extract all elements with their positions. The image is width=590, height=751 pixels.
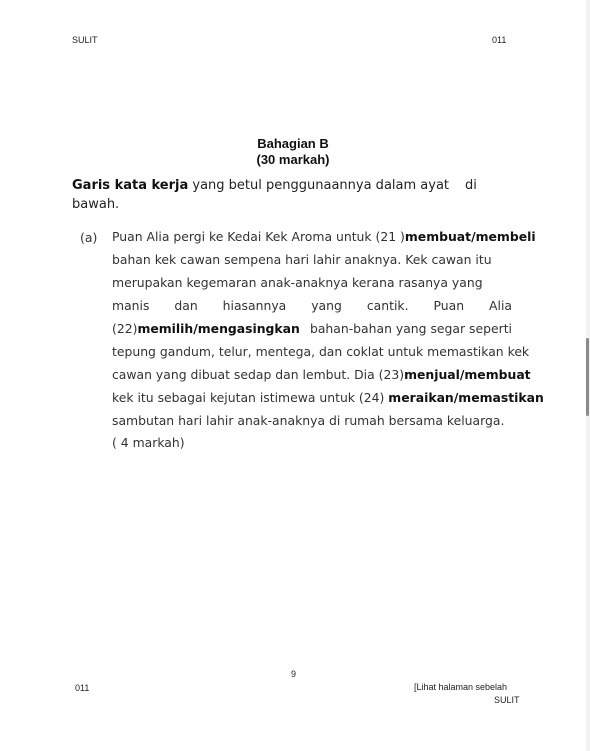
passage-line-6: tepung gandum, telur, mentega, dan coklat untuk memastikan kek [112, 344, 530, 359]
passage-line-4 [112, 297, 512, 315]
blank-24-options: meraikan/memastikan [388, 390, 544, 405]
passage-line-5 [112, 320, 512, 338]
blank-21-options: membuat/membeli [404, 229, 536, 244]
footer-right: SULIT [494, 695, 520, 705]
header-right: 011 [492, 35, 507, 45]
word: yang [311, 298, 342, 313]
blank-23-options: menjual/membuat [404, 367, 531, 382]
word: manis [112, 298, 150, 313]
passage-text: kek itu sebagai kejutan istimewa untuk (24) [112, 390, 389, 405]
page-number: 9 [291, 669, 297, 679]
passage-text: Puan Alia pergi ke Kedai Kek Aroma untuk (21 ) [112, 229, 405, 244]
instruction-bold: Garis kata kerja [72, 178, 189, 193]
instruction-line-2: bawah. [72, 197, 120, 212]
footer-next-page: [Lihat halaman sebelah [414, 682, 508, 692]
passage-text: cawan yang dibuat sedap dan lembut. Dia (23) [112, 367, 405, 382]
passage-line-9: sambutan hari lahir anak-anaknya di rumah bersama keluarga. [112, 413, 505, 428]
passage-text: bahan-bahan yang segar seperti [309, 321, 512, 336]
question-marks: ( 4 markah) [112, 435, 185, 450]
passage-line-2: bahan kek cawan sempena hari lahir anaknya. Kek cawan itu [112, 252, 492, 267]
word: Puan [433, 298, 465, 313]
word: hiasannya [222, 298, 287, 313]
scrollbar-thumb[interactable] [586, 338, 589, 416]
instruction-text-end: di [465, 178, 477, 193]
scrollbar-track[interactable] [586, 0, 590, 751]
passage-line-8 [112, 389, 544, 407]
footer-left: 011 [75, 683, 90, 693]
word: cantik. [366, 298, 409, 313]
word: dan [174, 298, 198, 313]
question-label: (a) [80, 230, 98, 245]
passage-line-1 [112, 228, 536, 246]
header-left: SULIT [72, 35, 98, 45]
section-title: Bahagian B [257, 136, 329, 151]
instruction-text: yang betul penggunaannya dalam ayat [188, 178, 450, 193]
blank-22-options: memilih/mengasingkan [137, 321, 300, 336]
word: Alia [489, 298, 512, 313]
section-marks: (30 markah) [256, 152, 330, 167]
passage-line-3: merupakan kegemaran anak-anaknya kerana rasanya yang [112, 275, 483, 290]
passage-line-7 [112, 366, 531, 384]
instruction-line-1 [72, 178, 492, 193]
blank-22-number: (22) [112, 321, 138, 336]
